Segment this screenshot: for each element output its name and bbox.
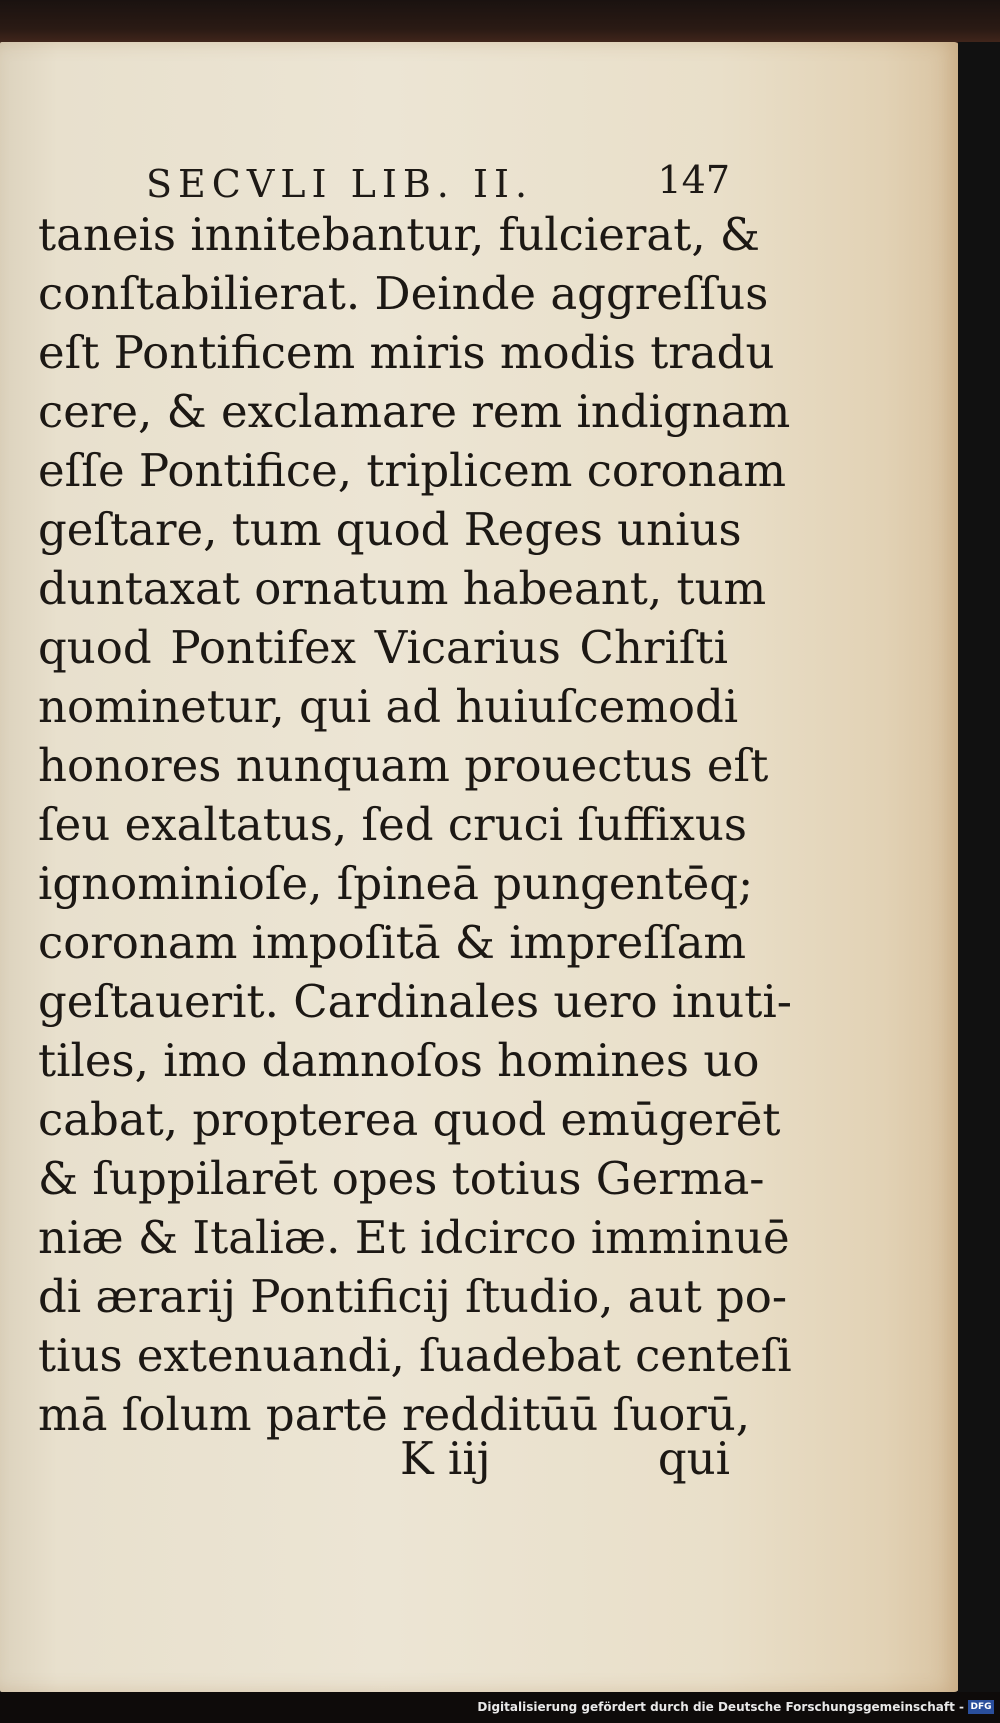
text-line: tiles, imo damnoſos homines uo (38, 1034, 760, 1087)
text-line: geſtauerit. Cardinales uero inuti- (38, 975, 792, 1028)
text-line: coronam impoſitā & impreſſam (38, 916, 747, 969)
text-line: eſſe Pontifice, triplicem coronam (38, 444, 787, 497)
text-line: ignominioſe, ſpineā pungentēq; (38, 857, 754, 910)
text-line: honores nunquam prouectus eſt (38, 739, 769, 792)
dfg-logo: DFG (968, 1700, 994, 1714)
body-text (38, 205, 792, 1444)
footer-credit: Digitalisierung gefördert durch die Deutsche Forschungsgemeinschaft - (477, 1700, 964, 1714)
running-head-title: SECVLI LIB. II. (146, 162, 534, 206)
text-line: nominetur, qui ad huiuſcemodi (38, 680, 739, 733)
text-line: ſeu exaltatus, ſed cruci ſuffixus (38, 798, 747, 851)
text-line: niæ & Italiæ. Et idcirco imminuē (38, 1211, 790, 1264)
text-line: cabat, propterea quod emūgerēt (38, 1093, 781, 1146)
text-line: mā ſolum partē redditūū ſuorū, (38, 1388, 751, 1441)
book-right-edge (958, 42, 1000, 1692)
text-line: cere, & exclamare rem indignam (38, 385, 791, 438)
signature-mark: K iij (400, 1432, 491, 1485)
text-line: tius extenuandi, ſuadebat centeſi (38, 1329, 792, 1382)
page-number: 147 (657, 158, 730, 202)
book-page (0, 42, 960, 1692)
text-line: di ærarij Pontificij ſtudio, aut po- (38, 1270, 788, 1323)
text-line: duntaxat ornatum habeant, tum (38, 562, 767, 615)
digitization-footer (477, 1695, 994, 1719)
text-line: conſtabilierat. Deinde aggreſſus (38, 267, 769, 320)
text-line: & ſuppilarēt opes totius Germa- (38, 1152, 765, 1205)
catch-line (400, 1432, 730, 1491)
book-top-edge (0, 0, 1000, 48)
text-line: geſtare, tum quod Reges unius (38, 503, 742, 556)
catchword: qui (657, 1432, 730, 1485)
text-line: taneis innitebantur, fulcierat, & (38, 208, 760, 261)
running-head (140, 152, 730, 212)
text-line: quod Pontifex Vicarius Chriſti (38, 621, 728, 674)
text-line: eſt Pontificem miris modis tradu (38, 326, 775, 379)
